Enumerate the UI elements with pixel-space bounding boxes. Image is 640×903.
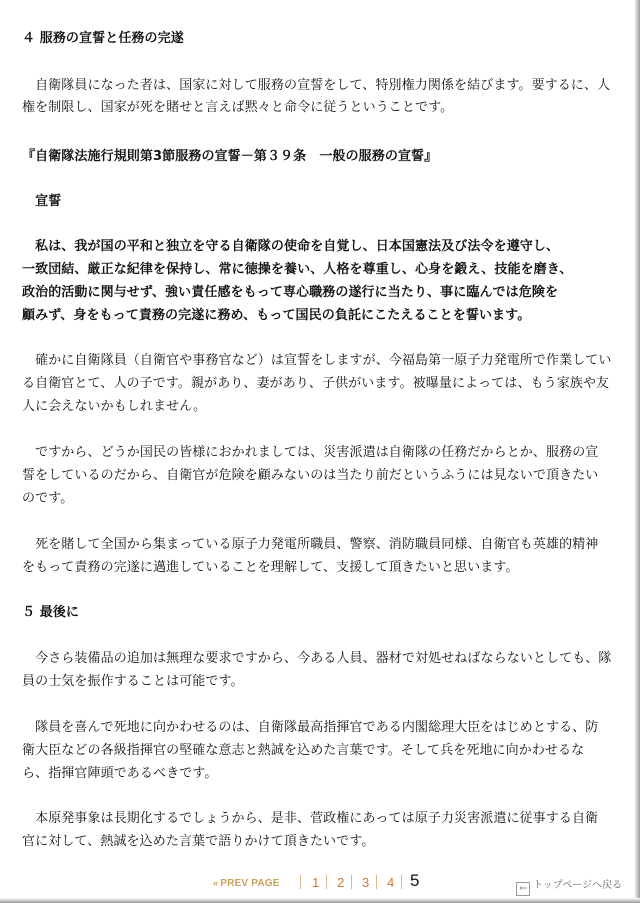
body-text-line: 人に会えないかもしれません。 xyxy=(22,399,207,414)
body-text-line: 隊員を喜んで死地に向かわせるのは、自衛隊最高指揮官である内閣総理大臣をはじめとする、防 xyxy=(22,720,599,735)
body-text-line: 本原発事象は長期化するでしょうから、是非、菅政権にあっては原子力災害派遣に従事する自衛 xyxy=(22,811,599,826)
bold-text-line: 顧みず、身をもって責務の完遂に務め、もって国民の負託にこたえることを誓います。 xyxy=(22,308,531,323)
body-text-line: をもって責務の完遂に邁進していることを理解して、支援して頂きたいと思います。 xyxy=(22,560,519,575)
page-link-3[interactable]: 3 xyxy=(362,875,370,890)
body-text-line: 官に対して、熱誠を込めた言葉で語りかけて頂きたいです。 xyxy=(22,834,375,849)
bold-text-line: 一致団結、厳正な紀律を保持し、常に徳操を養い、人格を尊重し、心身を鍛え、技能を磨き、 xyxy=(22,262,573,277)
body-text-line: 自衛隊員になった者は、国家に対して服務の宣誓をして、特別権力関係を結びます。要するに、人 xyxy=(22,78,611,93)
double-chevron-left-icon: « xyxy=(213,878,219,888)
pager-divider xyxy=(300,875,301,889)
bold-text-line: 『自衛隊法施行規則第3節服務の宣誓－第３９条 一般の服務の宣誓』 xyxy=(22,149,438,164)
bold-text-line: ４ 服務の宣誓と任務の完遂 xyxy=(22,31,184,46)
pager-divider xyxy=(351,875,352,889)
page-edge-shadow xyxy=(0,898,640,903)
back-arrow-icon: ⇐ xyxy=(516,882,530,896)
prev-page-label: PREV PAGE xyxy=(220,878,280,889)
body-text-line: 誓をしているのだから、自衛官が危険を顧みないのは当たり前だというふうには見ないで頂きたい xyxy=(22,468,599,483)
current-page: 5 xyxy=(410,871,420,890)
bold-text-line: 宣誓 xyxy=(22,194,62,209)
body-text-line: る自衛官とて、人の子です。親があり、妻があり、子供がいます。被曝量によっては、もう家族や友 xyxy=(22,376,610,391)
back-to-top-label: トップページへ戻る xyxy=(533,880,623,891)
body-text-line: ら、指揮官陣頭であるべきです。 xyxy=(22,766,218,781)
body-text-line: 今さら装備品の追加は無理な要求ですから、今ある人員、器材で対処せねばならないとしても、隊 xyxy=(22,651,612,666)
body-text-line: 権を制限し、国家が死を賭せと言えば黙々と命令に従うということです。 xyxy=(22,100,454,115)
pagination xyxy=(0,868,640,898)
pager-divider xyxy=(376,875,377,889)
pager-divider xyxy=(326,875,327,889)
prev-page-link[interactable] xyxy=(213,878,280,889)
pager-divider xyxy=(401,875,402,889)
bold-text-line: ５ 最後に xyxy=(22,605,80,620)
page-edge-shadow xyxy=(634,0,640,903)
body-text-line: 員の士気を振作することは可能です。 xyxy=(22,674,244,689)
body-text-line: 衛大臣などの各級指揮官の堅確な意志と熱誠を込めた言葉です。そして兵を死地に向かわせるな xyxy=(22,743,585,758)
bold-text-line: 私は、我が国の平和と独立を守る自衛隊の使命を自覚し、日本国憲法及び法令を遵守し、 xyxy=(22,239,560,254)
bold-text-line: 政治的活動に関与せず、強い責任感をもって専心職務の遂行に当たり、事に臨んでは危険を xyxy=(22,285,559,300)
page-link-1[interactable]: 1 xyxy=(312,875,320,890)
body-text-line: のです。 xyxy=(22,491,74,506)
back-to-top-link[interactable] xyxy=(516,876,622,896)
body-text-line: ですから、どうか国民の皆様におかれましては、災害派遣は自衛隊の任務だからとか、服務の宣 xyxy=(22,445,599,460)
page-link-2[interactable]: 2 xyxy=(337,875,345,890)
body-text-line: 確かに自衛隊員（自衛官や事務官など）は宣誓をしますが、今福島第一原子力発電所で作業してい xyxy=(22,353,612,368)
body-text-line: 死を賭して全国から集まっている原子力発電所職員、警察、消防職員同様、自衛官も英雄的精神 xyxy=(22,537,599,552)
page-link-4[interactable]: 4 xyxy=(387,875,395,890)
